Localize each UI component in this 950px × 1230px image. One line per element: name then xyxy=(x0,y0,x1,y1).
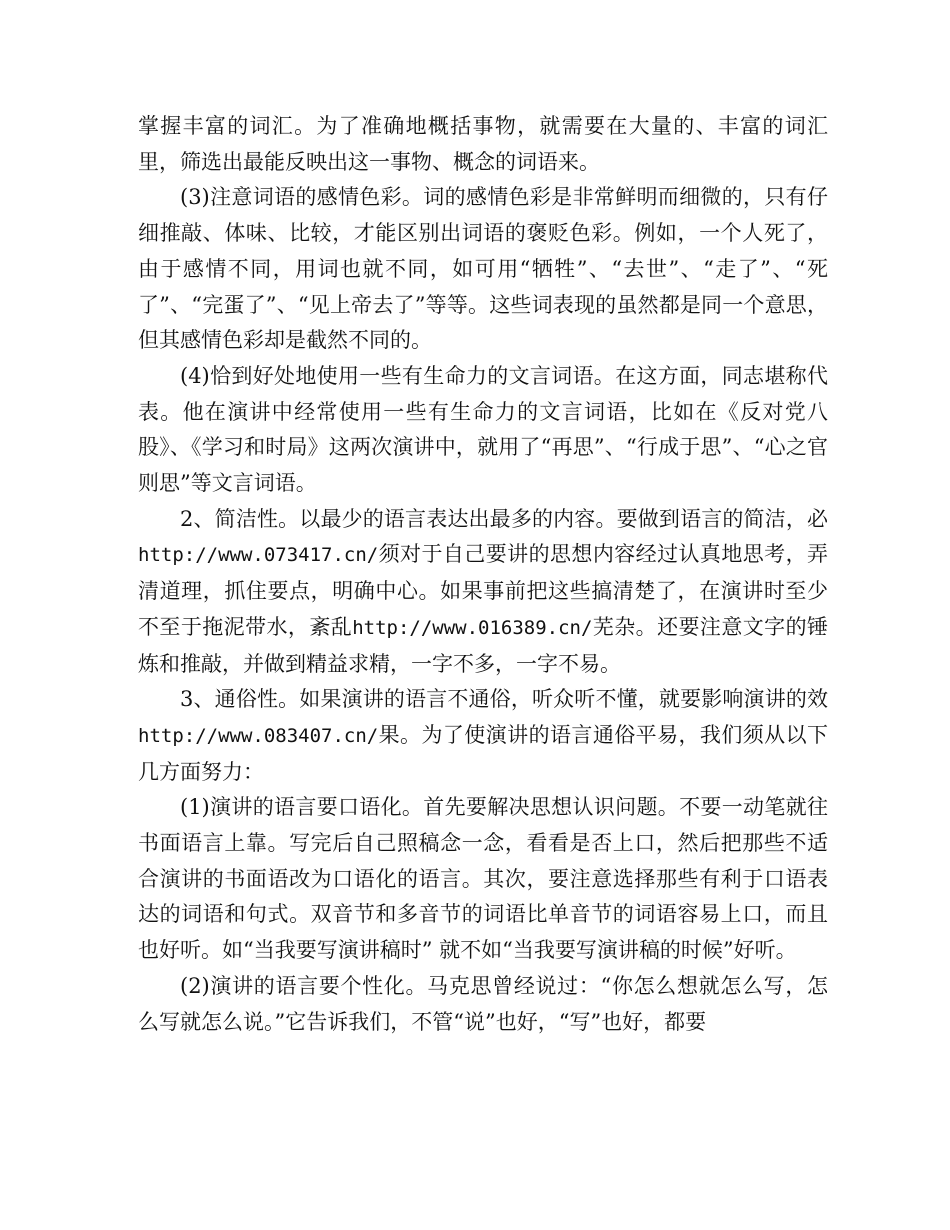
paragraph-5 xyxy=(138,682,828,790)
paragraph-2 xyxy=(138,180,828,359)
inline-url-3: http://www.083407.cn/ xyxy=(138,724,379,747)
paragraph-1-text: 掌握丰富的词汇。为了准确地概括事物，就需要在大量的、丰富的词汇里，筛选出最能反映出这一事物、概念的词语来。 xyxy=(138,114,828,174)
inline-url-1: http://www.073417.cn/ xyxy=(138,544,379,567)
paragraph-3 xyxy=(138,359,828,502)
paragraph-4 xyxy=(138,502,828,683)
paragraph-5-text-a: 3、通俗性。如果演讲的语言不通俗，听众听不懂，就要影响演讲的效 xyxy=(180,687,828,712)
paragraph-4-text-a: 2、简洁性。以最少的语言表达出最多的内容。要做到语言的简洁，必 xyxy=(180,506,828,531)
paragraph-4-text-b: 须对于自己要讲的思想内容经过认真地思考，弄清道理，抓住要点，明确中心。如果事前把这些搞清楚了，在演讲时至少不至于拖泥带水，紊乱 xyxy=(138,542,828,639)
paragraph-6 xyxy=(138,790,828,969)
paragraph-7 xyxy=(138,969,828,1040)
paragraph-6-text: (1)演讲的语言要口语化。首先要解决思想认识问题。不要一动笔就往书面语言上靠。写完后自己照稿念一念，看看是否上口，然后把那些不适合演讲的书面语改为口语化的语言。其次，要注意选择那些有利于口语表达的词语和句式。双音节和多音节的词语比单音节的词语容易上口，而且也好听。如“当我要写演讲稿时” 就不如“当我要写演讲稿的时候”好听。 xyxy=(138,795,828,963)
paragraph-4-text-c: 芜杂。还要注意文字的锤炼和推敲，并做到精益求精，一字不多，一字不易。 xyxy=(138,614,829,676)
paragraph-5-text-b: 果。为了使演讲的语言通俗平易，我们须从以下几方面努力： xyxy=(138,722,828,784)
document-body xyxy=(138,109,828,1040)
paragraph-3-text: (4)恰到好处地使用一些有生命力的文言词语。在这方面，同志堪称代表。他在演讲中经常使用一些有生命力的文言词语，比如在《反对党八股》、《学习和时局》这两次演讲中，就用了“再思”、“行成于思”、“心之官则思”等文言词语。 xyxy=(138,363,828,496)
inline-url-2: http://www.016389.cn/ xyxy=(352,616,593,639)
paragraph-7-text: (2)演讲的语言要个性化。马克思曾经说过：“你怎么想就怎么写，怎么写就怎么说。”它告诉我们，不管“说”也好，“写”也好，都要 xyxy=(138,973,828,1034)
paragraph-1 xyxy=(138,109,828,180)
paragraph-2-text: (3)注意词语的感情色彩。词的感情色彩是非常鲜明而细微的，只有仔细推敲、体味、比较，才能区别出词语的褒贬色彩。例如，一个人死了，由于感情不同，用词也就不同，如可用“牺牲”、“去世”、“走了”、“死了”、“完蛋了”、“见上帝去了”等等。这些词表现的虽然都是同一个意思，但其感情色彩却是截然不同的。 xyxy=(138,185,828,353)
